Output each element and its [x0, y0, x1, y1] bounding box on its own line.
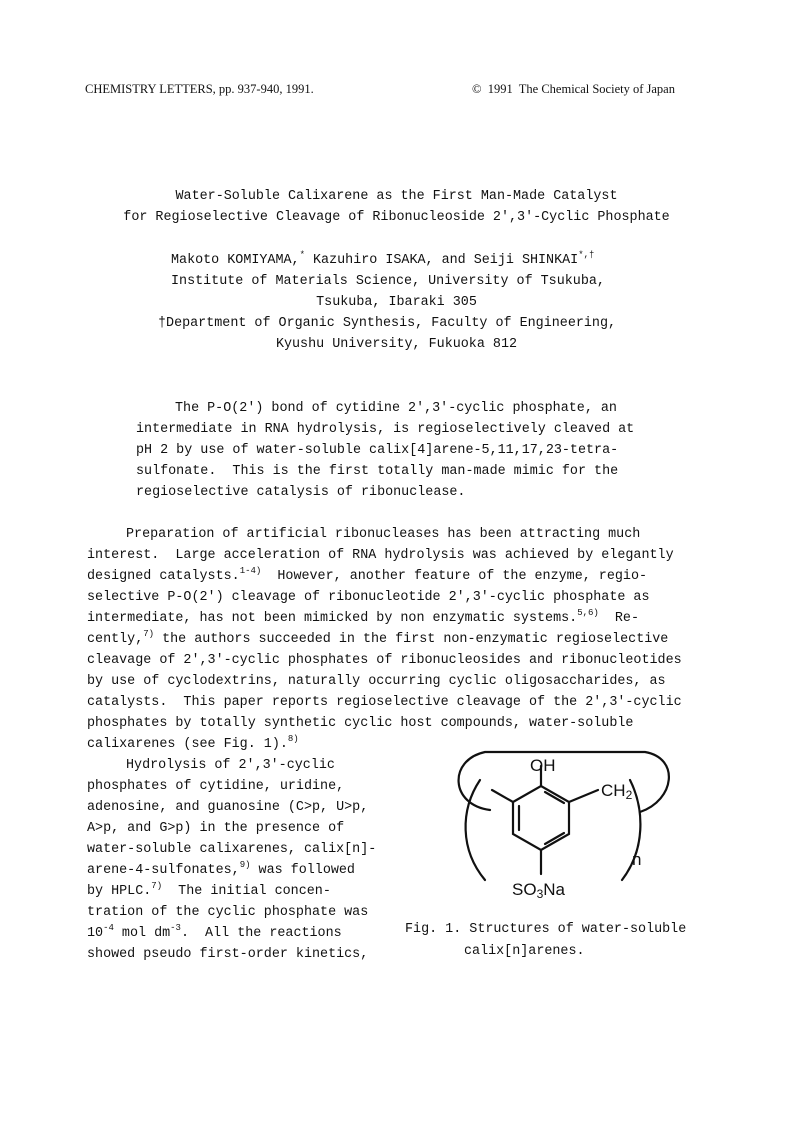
citation-ref: 8)	[287, 734, 299, 744]
abstract-line: The P-O(2') bond of cytidine 2',3'-cyclic phosphate, an	[175, 401, 617, 416]
body-line	[87, 566, 647, 587]
body-line	[87, 629, 668, 650]
author-name-1: Makoto KOMIYAMA,	[171, 253, 300, 268]
hydroxyl-label: OH	[530, 756, 556, 775]
affiliation-3: †Department of Organic Synthesis, Faculty of Engineering,	[158, 316, 617, 331]
left-paren	[466, 780, 485, 880]
body-text: calixarenes (see Fig. 1).	[87, 737, 288, 752]
so3-subscript: 3	[536, 887, 544, 901]
citation-ref: 7)	[143, 629, 155, 639]
body-line	[87, 923, 342, 944]
calixarene-structure-diagram	[440, 740, 700, 915]
body-line: phosphates by totally synthetic cyclic host compounds, water-soluble	[87, 716, 634, 731]
figure-caption-line-1: Fig. 1. Structures of water-soluble	[405, 922, 687, 937]
body-line	[87, 734, 299, 755]
body-text: However, another feature of the enzyme, regio-	[261, 569, 648, 584]
figure-caption-line-2: calix[n]arenes.	[464, 944, 585, 959]
corresponding-mark-2: *,†	[578, 250, 595, 260]
affiliation-2: Tsukuba, Ibaraki 305	[316, 295, 477, 310]
sulfonate-label	[512, 880, 565, 900]
body-line: selective P-O(2') cleavage of ribonucleotide 2',3'-cyclic phosphate as	[87, 590, 650, 605]
body-line: adenosine, and guanosine (C>p, U>p,	[87, 800, 369, 815]
body-text: 10	[87, 926, 104, 941]
body-text: mol dm	[113, 926, 171, 941]
author-names-rest: Kazuhiro ISAKA, and Seiji SHINKAI	[304, 253, 579, 268]
ch2-subscript: 2	[625, 788, 633, 802]
body-line: cleavage of 2',3'-cyclic phosphates of ribonucleosides and ribonucleotides	[87, 653, 682, 668]
body-text: the authors succeeded in the first non-enzymatic regioselective	[154, 632, 669, 647]
exponent: -3	[170, 923, 181, 933]
body-text: was followed	[250, 863, 355, 878]
body-text: Re-	[598, 611, 639, 626]
citation-ref: 5,6)	[577, 608, 599, 618]
abstract-line: pH 2 by use of water-soluble calix[4]arene-5,11,17,23-tetra-	[136, 443, 619, 458]
body-line: interest. Large acceleration of RNA hydrolysis was achieved by elegantly	[87, 548, 674, 563]
paper-title-line-1: Water-Soluble Calixarene as the First Man-Made Catalyst	[175, 189, 618, 204]
body-line	[87, 860, 355, 881]
repeat-unit-n: n	[632, 850, 642, 869]
journal-citation: CHEMISTRY LETTERS, pp. 937-940, 1991.	[85, 82, 314, 96]
citation-ref: 1-4)	[239, 566, 262, 576]
copyright-notice: © 1991 The Chemical Society of Japan	[472, 82, 675, 96]
body-line: Hydrolysis of 2',3'-cyclic	[126, 758, 335, 773]
body-text: arene-4-sulfonates,	[87, 863, 240, 878]
corresponding-mark-1: *	[299, 250, 305, 260]
body-line: tration of the cyclic phosphate was	[87, 905, 369, 920]
body-line	[87, 608, 639, 629]
abstract-line: sulfonate. This is the first totally man-made mimic for the	[136, 464, 619, 479]
body-text: . All the reactions	[180, 926, 342, 941]
methylene-label	[601, 781, 632, 801]
abstract-line: intermediate in RNA hydrolysis, is regioselectively cleaved at	[136, 422, 635, 437]
body-line: Preparation of artificial ribonucleases has been attracting much	[126, 527, 641, 542]
body-line: showed pseudo first-order kinetics,	[87, 947, 369, 962]
citation-ref: 9)	[239, 860, 251, 870]
so-text: SO	[512, 880, 537, 899]
na-text: Na	[543, 880, 565, 899]
author-list	[171, 250, 594, 271]
body-line	[87, 881, 331, 902]
affiliation-4: Kyushu University, Fukuoka 812	[275, 337, 518, 352]
body-text: designed catalysts.	[87, 569, 240, 584]
paper-title-line-2: for Regioselective Cleavage of Ribonucleoside 2',3'-Cyclic Phosphate	[123, 210, 670, 225]
exponent: -4	[103, 923, 114, 933]
benzene-ring	[513, 786, 569, 850]
body-line: water-soluble calixarenes, calix[n]-	[87, 842, 377, 857]
ch2-bond	[569, 790, 598, 802]
affiliation-1: Institute of Materials Science, University of Tsukuba,	[171, 274, 605, 289]
abstract-line: regioselective catalysis of ribonuclease.	[136, 485, 466, 500]
body-text: The initial concen-	[162, 884, 331, 899]
body-text: by HPLC.	[87, 884, 152, 899]
body-line: phosphates of cytidine, uridine,	[87, 779, 345, 794]
body-line: catalysts. This paper reports regioselective cleavage of the 2',3'-cyclic	[87, 695, 682, 710]
body-line: A>p, and G>p) in the presence of	[87, 821, 345, 836]
body-text: intermediate, has not been mimicked by non enzymatic systems.	[87, 611, 578, 626]
body-text: cently,	[87, 632, 144, 647]
citation-ref: 7)	[151, 881, 163, 891]
body-line: by use of cyclodextrins, naturally occurring cyclic oligosaccharides, as	[87, 674, 666, 689]
ch-text: CH	[601, 781, 626, 800]
